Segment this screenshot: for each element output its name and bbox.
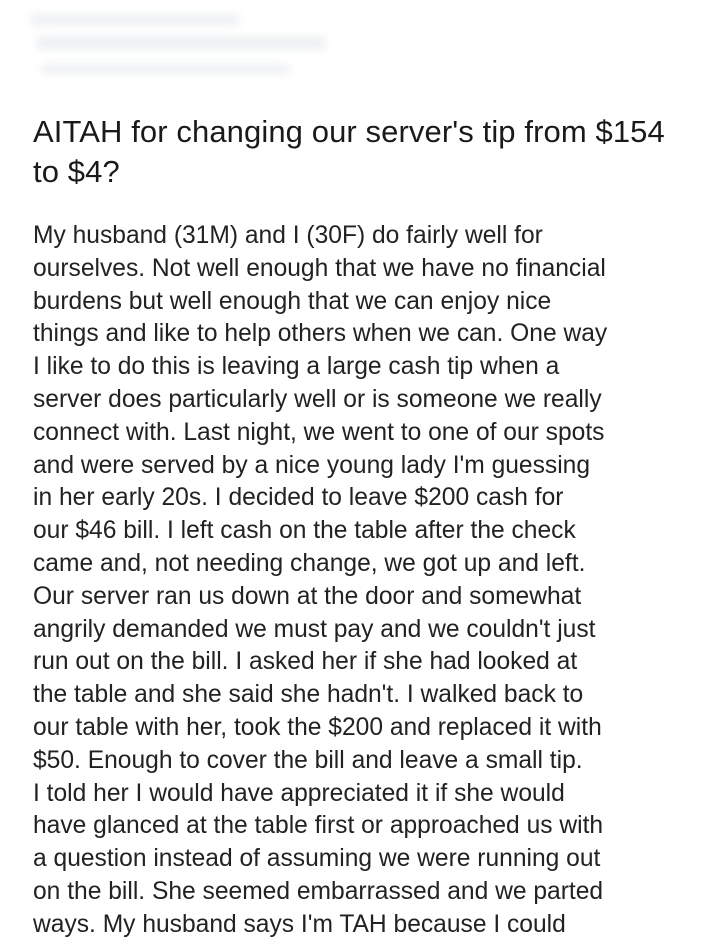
post-body-line: have glanced at the table first or approached us with — [33, 812, 604, 840]
post-body-line: our table with her, took the $200 and replaced it with — [33, 713, 602, 741]
post-body-line: run out on the bill. I asked her if she had looked at — [33, 648, 578, 676]
post-container — [33, 112, 693, 942]
post-body-line: Our server ran us down at the door and somewhat — [33, 582, 582, 610]
post-body-line: ways. My husband says I'm TAH because I could — [33, 910, 566, 938]
blurred-meta-line — [40, 64, 290, 74]
blurred-author-line — [36, 36, 326, 50]
post-body — [33, 220, 693, 942]
post-body-line: the table and she said she hadn't. I walked back to — [33, 681, 584, 709]
post-body-line: $50. Enough to cover the bill and leave a small tip. — [33, 746, 583, 774]
blurred-post-header — [0, 0, 720, 92]
post-body-line: a question instead of assuming we were running out — [33, 845, 601, 873]
post-body-line: came and, not needing change, we got up and left. — [33, 549, 586, 577]
post-body-line: My husband (31M) and I (30F) do fairly well for — [33, 222, 543, 249]
post-body-line: I told her I would have appreciated it if she would — [33, 779, 565, 807]
post-body-line: ourselves. Not well enough that we have no financial — [33, 254, 606, 282]
post-body-line: things and like to help others when we can. One way — [33, 320, 608, 348]
post-body-line: angrily demanded we must pay and we couldn't just — [33, 615, 596, 643]
post-body-line: I like to do this is leaving a large cash tip when a — [33, 353, 560, 381]
post-body-line: connect with. Last night, we went to one of our spots — [33, 418, 605, 446]
post-body-line: burdens but well enough that we can enjoy nice — [33, 287, 552, 315]
post-body-line: our $46 bill. I left cash on the table after the check — [33, 517, 576, 545]
blurred-subreddit-line — [30, 14, 240, 26]
post-body-line: in her early 20s. I decided to leave $200 cash for — [33, 484, 564, 512]
post-body-line: on the bill. She seemed embarrassed and we parted — [33, 877, 604, 905]
post-body-line: and were served by a nice young lady I'm guessing — [33, 451, 591, 479]
post-body-line: server does particularly well or is someone we really — [33, 385, 602, 413]
post-title: AITAH for changing our server's tip from $154 to $4? — [33, 114, 665, 189]
